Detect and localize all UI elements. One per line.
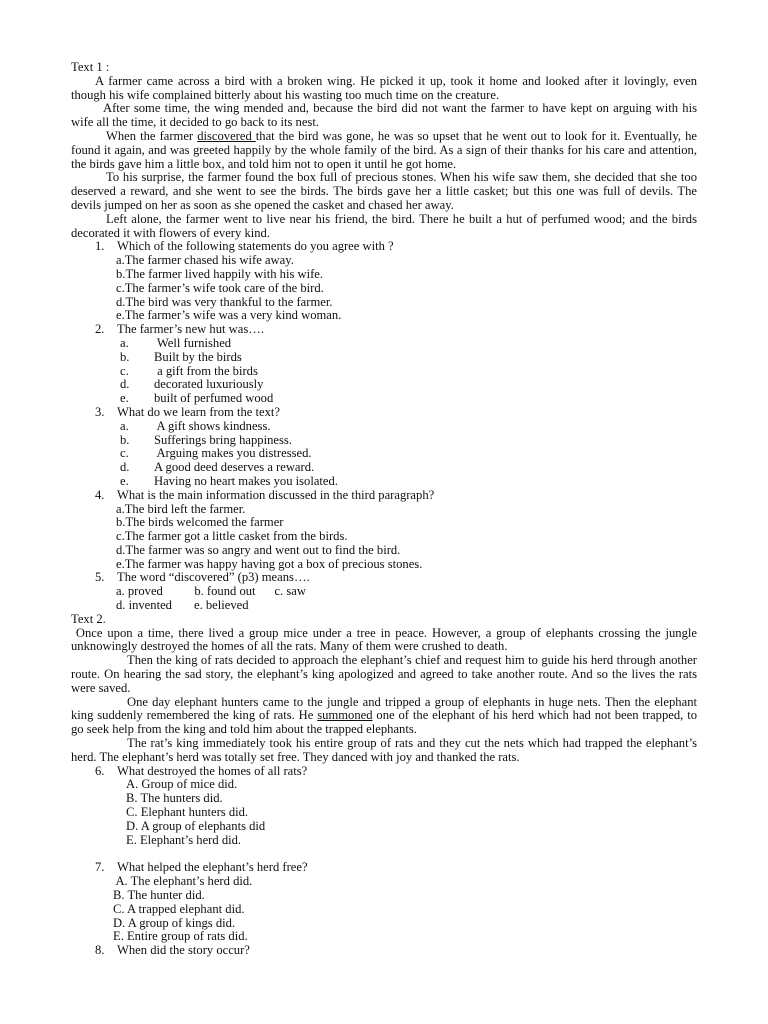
question-number: 1.	[95, 239, 105, 254]
text1-paragraph-3	[71, 130, 697, 171]
answer-option: E. Entire group of rats did.	[113, 929, 248, 944]
question-1-stem	[71, 240, 697, 254]
option-letter: a.	[120, 335, 129, 350]
answer-option	[71, 365, 697, 379]
answer-option: e.The farmer was happy having got a box of precious stones.	[116, 556, 423, 571]
question-number: 5.	[95, 570, 105, 585]
question-7	[71, 861, 697, 944]
question-8-stem	[71, 944, 697, 958]
question-number: 4.	[95, 487, 105, 502]
option-text: Well furnished	[154, 335, 232, 350]
question-text: What is the main information discussed in the third paragraph?	[117, 487, 435, 502]
text1-heading: Text 1 :	[71, 60, 110, 74]
text2-paragraph-3	[71, 696, 697, 737]
answer-option	[71, 337, 697, 351]
underlined-word-discovered: discovered	[197, 128, 256, 143]
answer-option: D. A group of elephants did	[126, 818, 266, 833]
text1-paragraph-4: To his surprise, the farmer found the box full of precious stones. When his wife saw them, she decided that she too deserved a reward, and she went to see the birds. The birds gave her a little casket; but this one was full of devils. The devils jumped on her as soon as she opened the casket and chased her away.	[71, 170, 697, 212]
option-letter: a.	[120, 418, 129, 433]
option-text: Built by the birds	[154, 349, 242, 364]
text2-paragraph-2: Then the king of rats decided to approach the elephant’s chief and request him to guide his herd through another route. On hearing the sad story, the elephant’s king apologized and agreed to take another route. And so the lives the rats were saved.	[71, 653, 697, 695]
text1-paragraph-3-start: When the farmer	[106, 128, 198, 143]
answer-option	[71, 447, 697, 461]
answer-option: A. Group of mice did.	[126, 777, 238, 792]
answer-option: e.The farmer’s wife was a very kind woman.	[116, 308, 342, 323]
option-letter: c.	[120, 446, 129, 461]
question-text: What helped the elephant’s herd free?	[117, 860, 308, 875]
question-text: The word “discovered” (p3) means….	[117, 570, 310, 585]
option-text: Arguing makes you distressed.	[154, 446, 312, 461]
question-6	[71, 765, 697, 848]
answer-option: b.The farmer lived happily with his wife.	[116, 266, 324, 281]
answer-option	[71, 351, 697, 365]
answer-option	[71, 378, 697, 392]
blank-line	[71, 847, 697, 861]
option-text: Sufferings bring happiness.	[154, 432, 292, 447]
text1-paragraph-2: After some time, the wing mended and, because the bird did not want the farmer to have kept on arguing with his wife all the time, it decided to go back to its nest.	[71, 101, 697, 130]
question-2	[71, 323, 697, 406]
option-letter: c.	[120, 363, 129, 378]
answer-option: E. Elephant’s herd did.	[126, 832, 242, 847]
question-text: What do we learn from the text?	[117, 404, 280, 419]
answer-option: a.The bird left the farmer.	[116, 501, 246, 516]
answer-option: B. The hunters did.	[126, 791, 223, 806]
option-text: A gift shows kindness.	[154, 418, 271, 433]
text2-paragraph-1: Once upon a time, there lived a group mice under a tree in peace. However, a group of elephants crossing the jungle unknowingly destroyed the homes of all the rats. Many of them were crushed to death.	[71, 625, 701, 654]
question-text: The farmer’s new hut was….	[117, 322, 264, 337]
answer-option: D. A group of kings did.	[113, 915, 236, 930]
text2-paragraph-3-start: One day elephant hunters came to the jungle and tripped a group of elephants in huge nets. Then the elephant king suddenly remembered the king of rats. He	[71, 694, 697, 723]
text1-paragraph-5: Left alone, the farmer went to live near his friend, the bird. There he built a hut of perfumed wood; and the birds decorated it with flowers of every kind.	[71, 211, 697, 240]
question-6-stem	[71, 765, 697, 779]
question-4-stem	[71, 489, 697, 503]
answer-option: C. A trapped elephant did.	[113, 901, 245, 916]
answer-option	[71, 461, 697, 475]
question-number: 2.	[95, 322, 105, 337]
question-number: 8.	[95, 943, 105, 958]
question-1	[71, 240, 697, 323]
answer-option: C. Elephant hunters did.	[126, 805, 249, 820]
question-4	[71, 489, 697, 572]
question-number: 6.	[95, 763, 105, 778]
question-text: What destroyed the homes of all rats?	[117, 763, 308, 778]
question-3	[71, 406, 697, 489]
text1-paragraph-3-end: that the bird was gone, he was so upset that he went out to look for it. Eventually, he found it again, and was greeted happily by the whole family of the bird. As a sign of their thanks for his care and attention, the birds gave him a little box, and told him not to open it until he got home.	[71, 128, 697, 171]
text2-paragraph-3-end: one of the elephant of his herd which had not been trapped, to go seek help from the king and told him about the trapped elephants.	[71, 708, 697, 737]
option-letter: d.	[120, 377, 130, 392]
option-text: Having no heart makes you isolated.	[154, 473, 338, 488]
question-number: 7.	[95, 860, 105, 875]
text2-paragraph-4: The rat’s king immediately took his entire group of rats and they cut the nets which had trapped the elephant’s herd. The elephant’s herd was totally set free. They danced with joy and thanked the rats.	[71, 736, 697, 764]
question-7-stem	[71, 861, 697, 875]
option-text: built of perfumed wood	[154, 391, 274, 406]
question-text: Which of the following statements do you agree with ?	[117, 239, 394, 254]
option-letter: e.	[120, 391, 129, 406]
answer-options-row-2: d. invented e. believed	[116, 598, 249, 613]
answer-option	[71, 434, 697, 448]
text2-heading: Text 2.	[71, 611, 106, 626]
option-letter: b.	[120, 432, 130, 447]
option-letter: e.	[120, 473, 129, 488]
answer-option: c.The farmer got a little casket from the birds.	[116, 529, 348, 544]
answer-option: d.The bird was very thankful to the farmer.	[116, 294, 333, 309]
answer-option: c.The farmer’s wife took care of the bird.	[116, 280, 324, 295]
answer-option: A. The elephant’s herd did.	[113, 874, 253, 889]
option-letter: b.	[120, 349, 130, 364]
question-3-stem	[71, 406, 697, 420]
option-text: A good deed deserves a reward.	[154, 460, 315, 475]
question-number: 3.	[95, 404, 105, 419]
underlined-word-summoned: summoned	[317, 708, 373, 723]
answer-option: d.The farmer was so angry and went out to find the bird.	[116, 542, 401, 557]
answer-option: B. The hunter did.	[113, 888, 205, 903]
option-text: a gift from the birds	[154, 363, 258, 378]
answer-option: a.The farmer chased his wife away.	[116, 253, 294, 268]
text1-paragraph-1: A farmer came across a bird with a broken wing. He picked it up, took it home and looked after it lovingly, even though his wife complained bitterly about his wasting too much time on the creature.	[71, 73, 697, 102]
question-5	[71, 571, 697, 612]
question-text: When did the story occur?	[117, 943, 250, 958]
question-8	[71, 944, 697, 958]
document-body	[71, 60, 701, 958]
answer-option: b.The birds welcomed the farmer	[116, 515, 284, 530]
option-letter: d.	[120, 460, 130, 475]
answer-option	[71, 420, 697, 434]
answer-option	[71, 392, 697, 406]
answer-options-row-1: a. proved b. found out c. saw	[116, 584, 306, 599]
question-5-stem	[71, 571, 697, 585]
question-2-stem	[71, 323, 697, 337]
option-text: decorated luxuriously	[154, 377, 264, 392]
answer-option	[71, 475, 697, 489]
